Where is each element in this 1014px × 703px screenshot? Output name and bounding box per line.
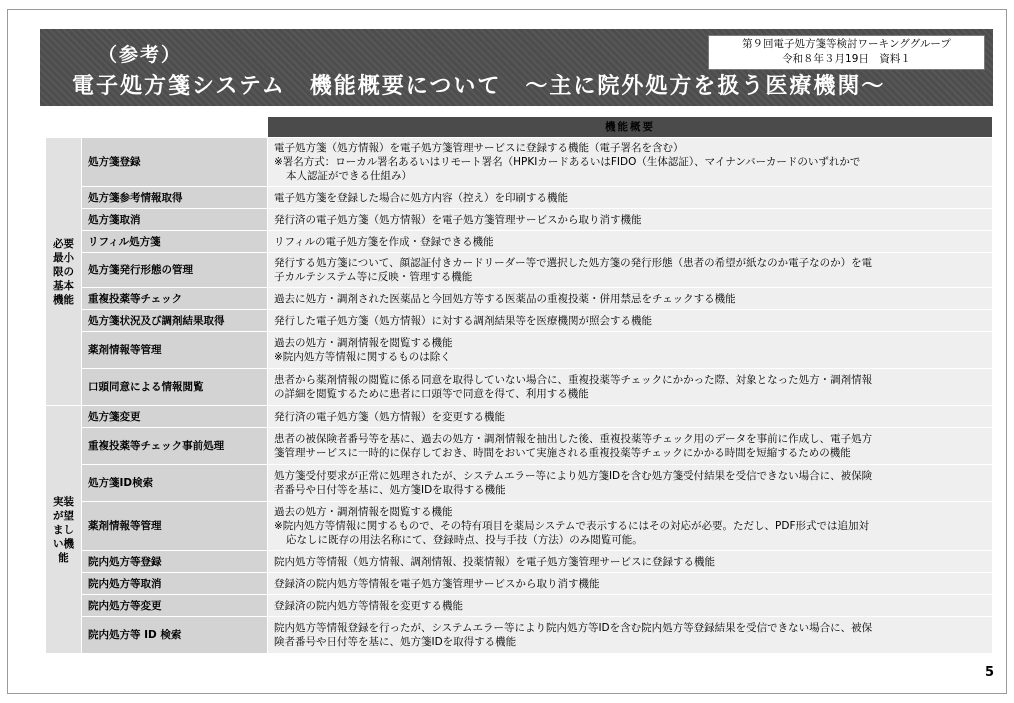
- table-row: [46, 231, 993, 253]
- table-row: [46, 406, 993, 428]
- description-line: 子カルテシステム等に反映・管理する機能: [274, 271, 473, 283]
- meeting-name: 第９回電子処方箋等検討ワーキンググループ: [742, 38, 951, 50]
- function-description: [268, 502, 993, 551]
- table-row: [46, 551, 993, 573]
- description-line: の詳細を閲覧するために患者に口頭等で同意を得て、利用する機能: [274, 388, 589, 400]
- column-header: 機能概要: [268, 117, 993, 138]
- description-line: 発行済の電子処方箋（処方情報）を電子処方箋管理サービスから取り消す機能: [274, 213, 642, 226]
- function-description: [268, 406, 993, 428]
- table-row: [46, 332, 993, 369]
- function-name: 処方箋登録: [82, 138, 268, 187]
- function-description: [268, 617, 993, 654]
- function-name: 処方箋参考情報取得: [82, 187, 268, 209]
- table-row: [46, 187, 993, 209]
- function-description: [268, 332, 993, 369]
- group-label-desirable: 実装が望ましい機能: [46, 406, 82, 654]
- sub-title: （参考）: [98, 44, 183, 66]
- function-description: [268, 465, 993, 502]
- function-name: 薬剤情報等管理: [82, 332, 268, 369]
- description-line: 院内処方等情報登録を行ったが、システムエラー等により院内処方等IDを含む院内処方等登録結果を受信できない場合に、被保: [274, 622, 873, 634]
- function-name: 口頭同意による情報閲覧: [82, 369, 268, 406]
- slide: [7, 9, 1007, 694]
- description-line: 電子処方箋を登録した場合に処方内容（控え）を印刷する機能: [274, 191, 568, 204]
- function-description: [268, 428, 993, 465]
- meeting-info-box: [708, 35, 985, 70]
- page-title: 電子処方箋システム 機能概要について ～主に院外処方を扱う医療機関～: [72, 74, 886, 99]
- function-description: [268, 187, 993, 209]
- group-label-required: 必要最小限の基本機能: [46, 138, 82, 406]
- function-name: 院内処方等 ID 検索: [82, 617, 268, 654]
- function-name: リフィル処方箋: [82, 231, 268, 253]
- description-line: 発行済の電子処方箋（処方情報）を変更する機能: [274, 410, 505, 423]
- function-description: [268, 209, 993, 231]
- page-number: 5: [984, 665, 994, 680]
- description-line: 過去に処方・調剤された医薬品と今回処方等する医薬品の重複投薬・併用禁忌をチェックする機能: [274, 292, 736, 305]
- function-description: [268, 573, 993, 595]
- function-name: 処方箋状況及び調剤結果取得: [82, 310, 268, 332]
- table-row: [46, 465, 993, 502]
- function-name: 処方箋発行形態の管理: [82, 253, 268, 288]
- description-line: ※署名方式：ローカル署名あるいはリモート署名（HPKIカードあるいはFIDO（生体認証）、マイナンバーカードのいずれかで: [274, 156, 861, 168]
- description-line: 発行する処方箋について、顔認証付きカードリーダー等で選択した処方箋の発行形態（患者の希望が紙なのか電子なのか）を電: [274, 257, 873, 269]
- function-description: [268, 138, 993, 187]
- meeting-date: 令和８年３月19日 資料１: [782, 53, 911, 65]
- title-banner: [40, 29, 993, 106]
- description-line: 院内処方等情報（処方情報、調剤情報、投薬情報）を電子処方箋管理サービスに登録する機能: [274, 555, 715, 568]
- description-line: 発行した電子処方箋（処方情報）に対する調剤結果等を医療機関が照会する機能: [274, 314, 652, 327]
- description-line: 登録済の院内処方等情報を変更する機能: [274, 599, 463, 612]
- function-description: [268, 369, 993, 406]
- function-description: [268, 551, 993, 573]
- description-line: 患者の被保険者番号等を基に、過去の処方・調剤情報を抽出した後、重複投薬等チェック用のデータを事前に作成し、電子処方: [274, 433, 873, 445]
- description-line: ※院内処方等情報に関するものは除く: [274, 351, 451, 363]
- description-line: 過去の処方・調剤情報を閲覧する機能: [274, 506, 453, 518]
- table-row: [46, 209, 993, 231]
- function-table: [45, 116, 993, 654]
- table-corner: [46, 117, 268, 138]
- table-row: [46, 595, 993, 617]
- function-description: [268, 253, 993, 288]
- function-description: [268, 310, 993, 332]
- table-row: [46, 428, 993, 465]
- description-line: 処方箋受付要求が正常に処理されたが、システムエラー等により処方箋IDを含む処方箋受付結果を受信できない場合に、被保険: [274, 470, 873, 482]
- table-row: [46, 369, 993, 406]
- function-name: 院内処方等取消: [82, 573, 268, 595]
- description-line: ※院内処方等情報に関するもので、その特有項目を薬局システムで表示するにはその対応が必要。ただし、PDF形式では追加対: [274, 520, 869, 532]
- description-line: 過去の処方・調剤情報を閲覧する機能: [274, 337, 453, 349]
- description-line: 本人認証ができる仕組み）: [286, 170, 412, 182]
- table-row: [46, 573, 993, 595]
- function-description: [268, 288, 993, 310]
- function-name: 重複投薬等チェック事前処理: [82, 428, 268, 465]
- table-row: [46, 502, 993, 551]
- description-line: 者番号や日付等を基に、処方箋IDを取得する機能: [274, 484, 506, 496]
- table-row: [46, 288, 993, 310]
- function-name: 院内処方等変更: [82, 595, 268, 617]
- description-line: 箋管理サービスに一時的に保存しておき、時間をおいて実施される重複投薬等チェックにかかる時間を短縮するための機能: [274, 447, 851, 459]
- function-name: 処方箋ID検索: [82, 465, 268, 502]
- function-name: 院内処方等登録: [82, 551, 268, 573]
- description-line: 電子処方箋（処方情報）を電子処方箋管理サービスに登録する機能（電子署名を含む）: [274, 142, 684, 154]
- function-description: [268, 595, 993, 617]
- description-line: 険者番号や日付等を基に、処方箋IDを取得する機能: [274, 636, 517, 648]
- description-line: 応なしに既存の用法名称にて、登録時点、投与手技（方法）のみ閲覧可能。: [286, 534, 643, 546]
- function-name: 処方箋取消: [82, 209, 268, 231]
- function-description: [268, 231, 993, 253]
- table-row: [46, 253, 993, 288]
- function-name: 処方箋変更: [82, 406, 268, 428]
- description-line: 登録済の院内処方等情報を電子処方箋管理サービスから取り消す機能: [274, 577, 600, 590]
- table-row: [46, 617, 993, 654]
- description-line: リフィルの電子処方箋を作成・登録できる機能: [274, 235, 494, 248]
- function-name: 重複投薬等チェック: [82, 288, 268, 310]
- table-row: [46, 310, 993, 332]
- function-name: 薬剤情報等管理: [82, 502, 268, 551]
- table-row: [46, 138, 993, 187]
- description-line: 患者から薬剤情報の閲覧に係る同意を取得していない場合に、重複投薬等チェックにかかった際、対象となった処方・調剤情報: [274, 374, 873, 386]
